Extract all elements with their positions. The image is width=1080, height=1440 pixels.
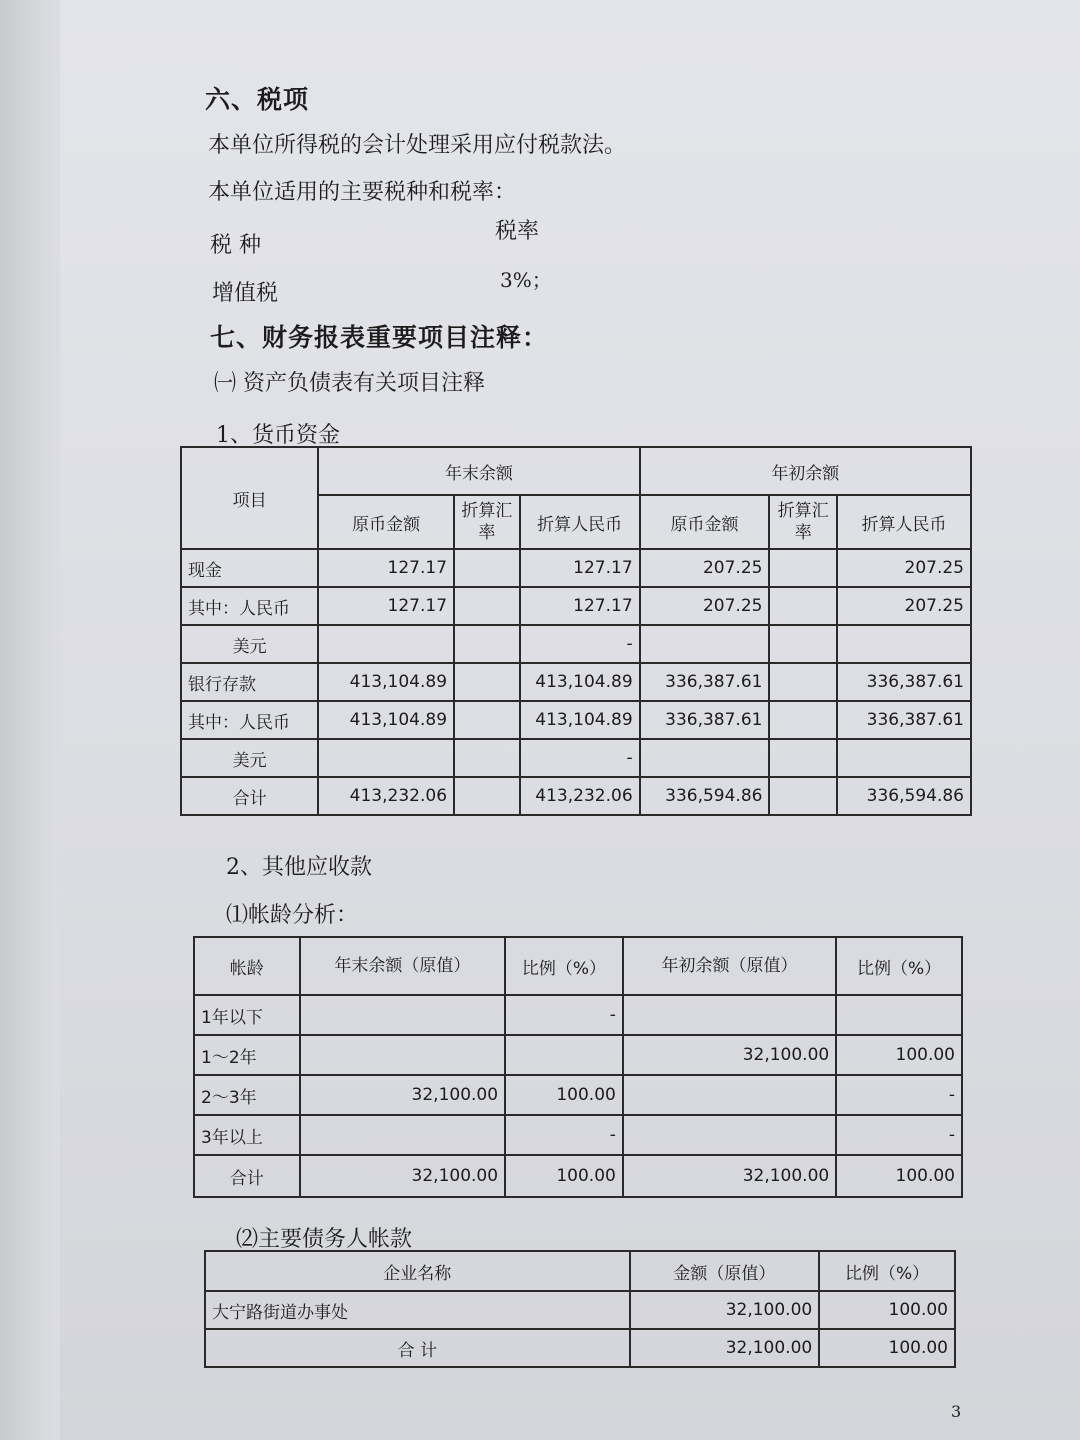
cell-end-rate — [454, 625, 520, 663]
cell-begin-percent: - — [836, 1115, 962, 1155]
cell-percent: 100.00 — [819, 1291, 955, 1329]
header-end-rmb-amount: 折算人民币 — [520, 495, 640, 549]
cell-begin-percent — [836, 995, 962, 1035]
main-debtors-subheading: ⑵主要债务人帐款 — [236, 1227, 413, 1252]
row-label: 合计 — [181, 777, 318, 815]
cell-begin-original: 207.25 — [640, 549, 770, 587]
header-begin-original-amount: 原币金额 — [640, 495, 770, 549]
cell-end-amount: 32,100.00 — [300, 1075, 505, 1115]
row-label: 1～2年 — [194, 1035, 300, 1075]
header-amount: 金额（原值） — [630, 1251, 820, 1291]
cell-end-percent: - — [505, 1115, 623, 1155]
cell-end-rate — [454, 701, 520, 739]
vat-rate-value: 3%； — [500, 268, 552, 292]
row-label: 其中：人民币 — [181, 701, 318, 739]
cell-begin-original: 336,594.86 — [640, 777, 770, 815]
cell-begin-rate — [769, 663, 837, 701]
cell-begin-rate — [769, 701, 837, 739]
row-company-name: 大宁路街道办事处 — [205, 1291, 630, 1329]
cell-begin-rmb: 207.25 — [837, 549, 971, 587]
cell-begin-rmb: 336,387.61 — [837, 663, 971, 701]
cell-end-amount: 32,100.00 — [300, 1155, 505, 1197]
cell-begin-percent: - — [836, 1075, 962, 1115]
cell-end-percent: - — [505, 995, 623, 1035]
cell-begin-rmb: 336,387.61 — [837, 701, 971, 739]
row-company-name: 合 计 — [205, 1329, 630, 1367]
table-row-total — [205, 1329, 955, 1367]
cell-end-original: 127.17 — [318, 549, 454, 587]
cell-begin-percent: 100.00 — [836, 1155, 962, 1197]
cell-begin-amount — [623, 1075, 836, 1115]
row-label: 银行存款 — [181, 663, 318, 701]
cell-end-rmb: 413,232.06 — [520, 777, 640, 815]
monetary-funds-heading: 1、货币资金 — [216, 423, 340, 448]
table-row — [181, 549, 971, 587]
header-end-original-amount: 原币金额 — [318, 495, 454, 549]
table-row — [181, 587, 971, 625]
cell-end-original: 413,232.06 — [318, 777, 454, 815]
header-year-begin-balance: 年初余额 — [640, 447, 971, 495]
row-label: 美元 — [181, 739, 318, 777]
table-row — [181, 739, 971, 777]
tax-rate-column-label: 税率 — [495, 219, 540, 244]
header-company-name: 企业名称 — [205, 1251, 630, 1291]
cell-begin-rmb: 336,594.86 — [837, 777, 971, 815]
cell-begin-rmb — [837, 739, 971, 777]
cell-end-amount — [300, 1035, 505, 1075]
header-aging: 帐龄 — [194, 937, 300, 995]
cell-end-rate — [454, 739, 520, 777]
section-6-heading: 六、税项 — [205, 85, 310, 114]
cell-end-original: 127.17 — [318, 587, 454, 625]
balance-sheet-notes-subheading: ㈠ 资产负债表有关项目注释 — [214, 371, 485, 396]
cell-end-percent: 100.00 — [505, 1075, 623, 1115]
aging-analysis-table — [193, 936, 963, 1198]
header-year-end-original: 年末余额（原值） — [300, 937, 505, 995]
header-end-exchange-rate: 折算汇率 — [454, 495, 520, 549]
cell-begin-original: 336,387.61 — [640, 701, 770, 739]
cell-end-percent — [505, 1035, 623, 1075]
table-row — [181, 701, 971, 739]
header-begin-exchange-rate: 折算汇率 — [769, 495, 837, 549]
row-label: 3年以上 — [194, 1115, 300, 1155]
header-year-begin-original: 年初余额（原值） — [623, 937, 836, 995]
section-7-heading: 七、财务报表重要项目注释： — [210, 323, 549, 352]
cell-amount: 32,100.00 — [630, 1291, 820, 1329]
cell-end-rate — [454, 587, 520, 625]
row-label: 1年以下 — [194, 995, 300, 1035]
cell-end-original: 413,104.89 — [318, 663, 454, 701]
header-year-begin-percent: 比例（%） — [836, 937, 962, 995]
header-begin-rmb-amount: 折算人民币 — [837, 495, 971, 549]
cell-end-amount — [300, 995, 505, 1035]
cell-begin-rate — [769, 739, 837, 777]
cell-begin-rate — [769, 549, 837, 587]
cell-percent: 100.00 — [819, 1329, 955, 1367]
aging-analysis-subheading: ⑴帐龄分析： — [226, 903, 359, 928]
header-percent: 比例（%） — [819, 1251, 955, 1291]
page-binding-shadow — [0, 0, 60, 1440]
table-row-total — [181, 777, 971, 815]
table-row — [181, 625, 971, 663]
cell-begin-original — [640, 625, 770, 663]
table-row — [194, 1075, 962, 1115]
cell-end-rate — [454, 663, 520, 701]
cell-begin-amount: 32,100.00 — [623, 1035, 836, 1075]
cell-begin-rate — [769, 625, 837, 663]
table-row-total — [194, 1155, 962, 1197]
row-label: 美元 — [181, 625, 318, 663]
row-label: 合计 — [194, 1155, 300, 1197]
cell-begin-rate — [769, 587, 837, 625]
cell-begin-amount — [623, 995, 836, 1035]
table-row — [205, 1291, 955, 1329]
cell-end-rmb: 127.17 — [520, 587, 640, 625]
cell-end-amount — [300, 1115, 505, 1155]
header-item: 项目 — [181, 447, 318, 549]
main-debtors-table — [204, 1250, 956, 1368]
cell-begin-original: 336,387.61 — [640, 663, 770, 701]
cell-begin-amount — [623, 1115, 836, 1155]
tax-types-intro-text: 本单位适用的主要税种和税率： — [208, 180, 517, 205]
cell-end-original — [318, 625, 454, 663]
header-year-end-balance: 年末余额 — [318, 447, 639, 495]
cell-begin-original — [640, 739, 770, 777]
cell-end-rate — [454, 777, 520, 815]
cell-end-original — [318, 739, 454, 777]
page-number: 3 — [951, 1402, 962, 1421]
cell-begin-original: 207.25 — [640, 587, 770, 625]
income-tax-method-text: 本单位所得税的会计处理采用应付税款法。 — [208, 133, 627, 158]
vat-label: 增值税 — [212, 281, 279, 306]
cell-end-rmb: 127.17 — [520, 549, 640, 587]
cell-end-original: 413,104.89 — [318, 701, 454, 739]
cell-end-rmb: - — [520, 625, 640, 663]
row-label: 2～3年 — [194, 1075, 300, 1115]
cell-end-rmb: - — [520, 739, 640, 777]
row-label: 其中：人民币 — [181, 587, 318, 625]
cell-begin-percent: 100.00 — [836, 1035, 962, 1075]
tax-type-column-label: 税 种 — [210, 233, 261, 258]
table-row — [181, 663, 971, 701]
cell-begin-amount: 32,100.00 — [623, 1155, 836, 1197]
other-receivables-heading: 2、其他应收款 — [226, 855, 372, 880]
cell-end-rmb: 413,104.89 — [520, 701, 640, 739]
cell-amount: 32,100.00 — [630, 1329, 820, 1367]
table-row — [194, 1035, 962, 1075]
table-row — [194, 995, 962, 1035]
monetary-funds-table — [180, 446, 972, 816]
row-label: 现金 — [181, 549, 318, 587]
table-row — [194, 1115, 962, 1155]
cell-begin-rmb — [837, 625, 971, 663]
cell-begin-rmb: 207.25 — [837, 587, 971, 625]
cell-end-rmb: 413,104.89 — [520, 663, 640, 701]
cell-end-percent: 100.00 — [505, 1155, 623, 1197]
cell-begin-rate — [769, 777, 837, 815]
cell-end-rate — [454, 549, 520, 587]
header-year-end-percent: 比例（%） — [505, 937, 623, 995]
